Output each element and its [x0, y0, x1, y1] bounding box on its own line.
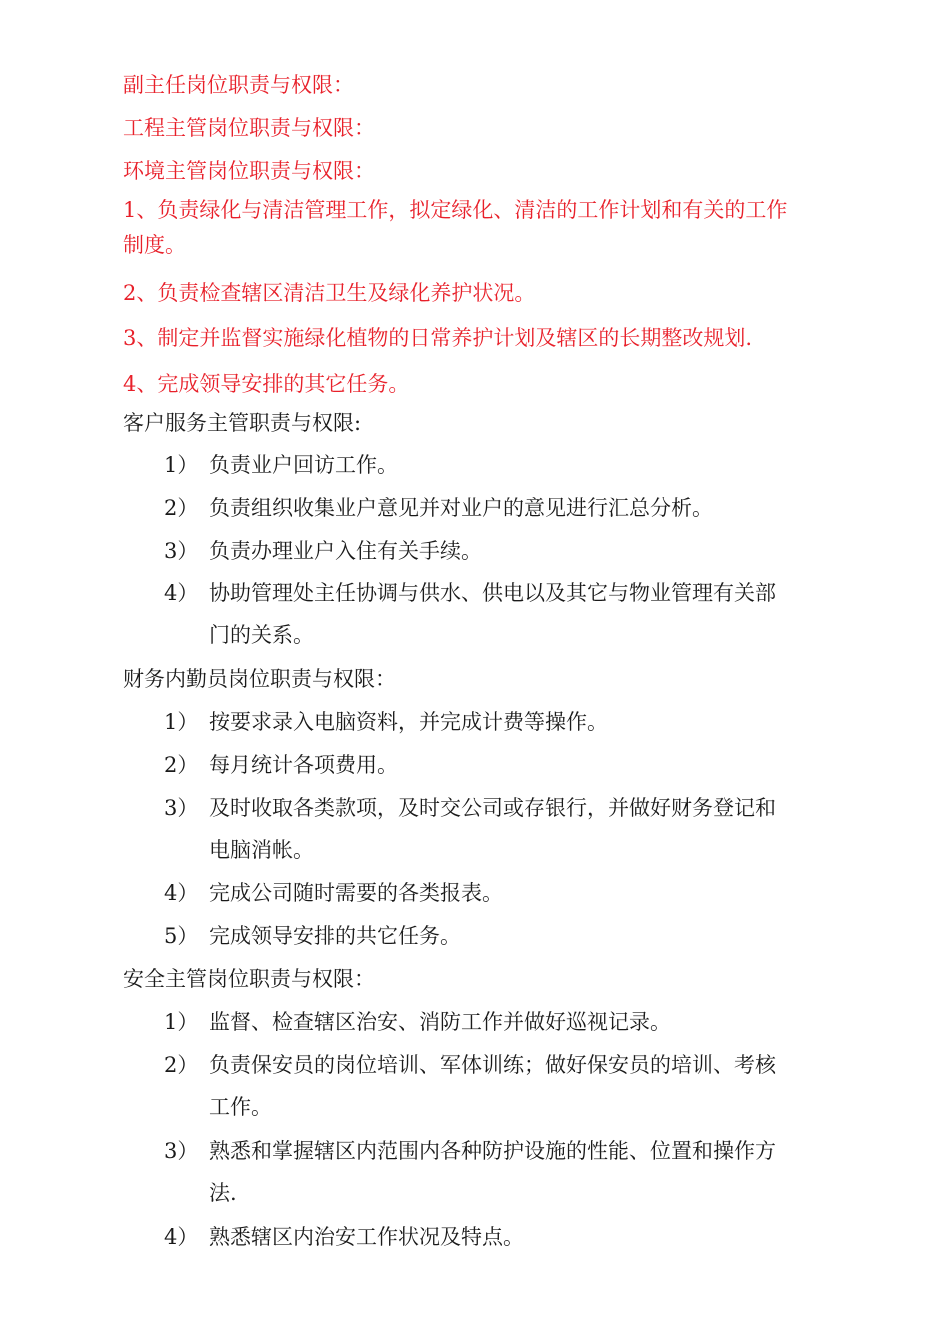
list-item: 及时收取各类款项，及时交公司或存银行，并做好财务登记和 — [209, 796, 776, 820]
heading-security-supervisor: 安全主管岗位职责与权限： — [123, 967, 375, 991]
list-item-continuation: 工作。 — [209, 1095, 272, 1119]
env-item-2: 2、负责检查辖区清洁卫生及绿化养护状况。 — [123, 281, 536, 305]
list-item-continuation: 电脑消帐。 — [209, 838, 314, 862]
env-item-4: 4、完成领导安排的其它任务。 — [123, 372, 410, 396]
list-number: 4） — [164, 581, 199, 605]
list-item: 熟悉辖区内治安工作状况及特点。 — [209, 1225, 524, 1249]
list-item: 负责业户回访工作。 — [209, 453, 398, 477]
list-item: 每月统计各项费用。 — [209, 753, 398, 777]
list-item-continuation: 门的关系。 — [209, 623, 314, 647]
list-number: 2） — [164, 496, 199, 520]
list-number: 3） — [164, 796, 199, 820]
list-item: 协助管理处主任协调与供水、供电以及其它与物业管理有关部 — [209, 581, 776, 605]
list-number: 1） — [164, 1010, 199, 1034]
list-number: 1） — [164, 453, 199, 477]
heading-customer-service: 客户服务主管职责与权限: — [123, 411, 362, 435]
list-number: 3） — [164, 539, 199, 563]
list-item: 监督、检查辖区治安、消防工作并做好巡视记录。 — [209, 1010, 671, 1034]
list-number: 2） — [164, 753, 199, 777]
list-item: 负责办理业户入住有关手续。 — [209, 539, 482, 563]
list-number: 4） — [164, 881, 199, 905]
list-item: 完成领导安排的共它任务。 — [209, 924, 461, 948]
env-item-1: 1、负责绿化与清洁管理工作，拟定绿化、清洁的工作计划和有关的工作 — [123, 198, 788, 222]
list-item: 熟悉和掌握辖区内范围内各种防护设施的性能、位置和操作方 — [209, 1139, 776, 1163]
list-item-continuation: 法. — [209, 1181, 237, 1205]
list-item: 负责组织收集业户意见并对业户的意见进行汇总分析。 — [209, 496, 713, 520]
env-item-1-cont: 制度。 — [123, 233, 186, 257]
list-number: 1） — [164, 710, 199, 734]
list-item: 完成公司随时需要的各类报表。 — [209, 881, 503, 905]
list-number: 2） — [164, 1053, 199, 1077]
list-item: 负责保安员的岗位培训、军体训练；做好保安员的培训、考核 — [209, 1053, 776, 1077]
list-number: 5） — [164, 924, 199, 948]
list-item: 按要求录入电脑资料，并完成计费等操作。 — [209, 710, 608, 734]
heading-engineering-supervisor: 工程主管岗位职责与权限： — [123, 116, 375, 140]
heading-deputy-director: 副主任岗位职责与权限： — [123, 73, 354, 97]
list-number: 4） — [164, 1225, 199, 1249]
list-number: 3） — [164, 1139, 199, 1163]
env-item-3: 3、制定并监督实施绿化植物的日常养护计划及辖区的长期整改规划. — [123, 326, 753, 350]
heading-finance-clerk: 财务内勤员岗位职责与权限： — [123, 667, 396, 691]
heading-environment-supervisor: 环境主管岗位职责与权限： — [123, 159, 375, 183]
